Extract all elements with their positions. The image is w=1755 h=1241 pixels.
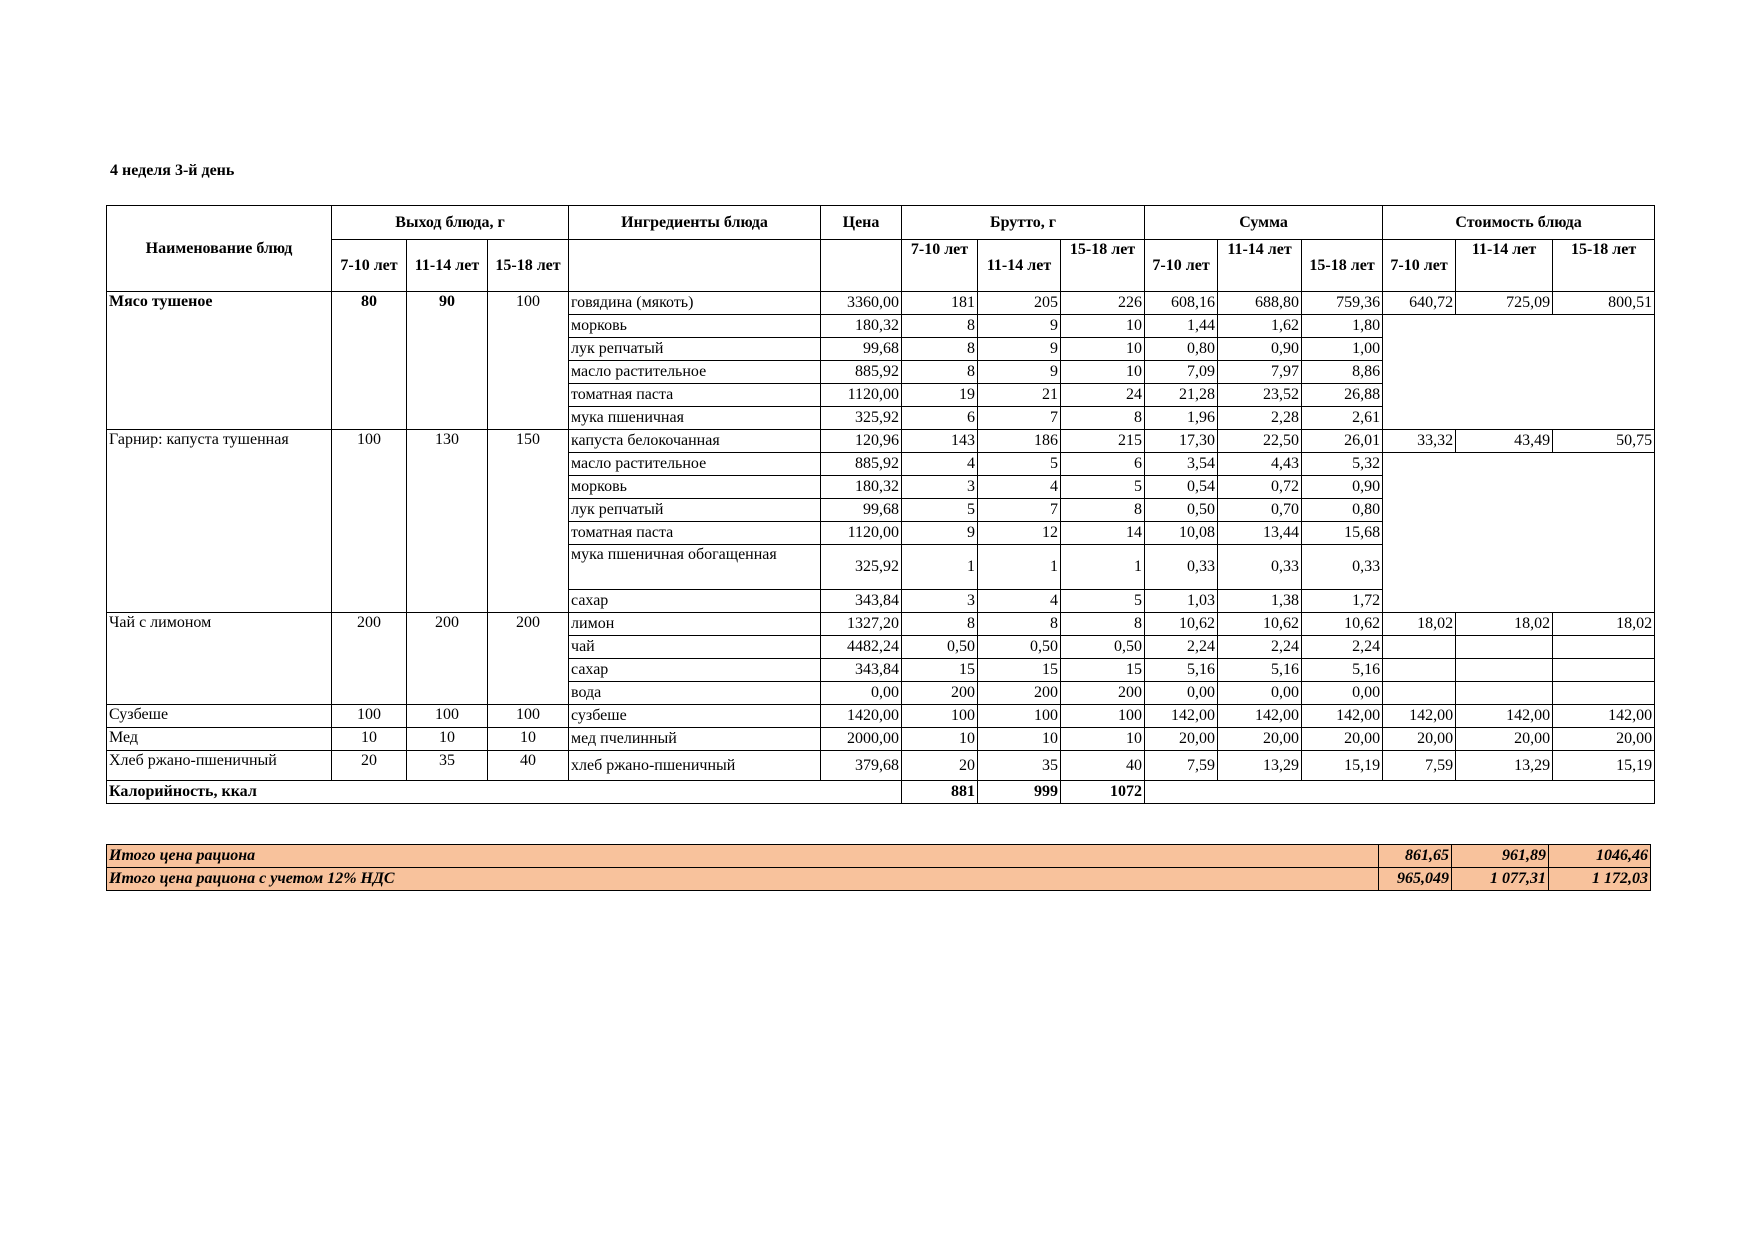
ingredient-price: 325,92 [821, 545, 902, 590]
ingredient-sum-b: 7,97 [1218, 361, 1302, 384]
ingredient-brutto-b: 9 [978, 315, 1061, 338]
ingredient-brutto-a: 5 [902, 499, 978, 522]
ingredient-brutto-a: 200 [902, 682, 978, 705]
header-dish-name: Наименование блюд [107, 206, 332, 292]
ingredient-price: 1120,00 [821, 384, 902, 407]
ingredient-sum-b: 1,38 [1218, 590, 1302, 613]
ingredient-brutto-b: 9 [978, 338, 1061, 361]
ingredient-name: сахар [569, 590, 821, 613]
ingredient-brutto-c: 24 [1061, 384, 1145, 407]
ingredient-sum-c: 1,00 [1302, 338, 1383, 361]
ingredient-name: мед пчелинный [569, 728, 821, 751]
dish-cost-c: 142,00 [1553, 705, 1655, 728]
totals-label: Итого цена рациона с учетом 12% НДС [107, 868, 1379, 891]
header-cost-age-b: 11-14 лет [1456, 240, 1553, 292]
dish-cost-a: 20,00 [1383, 728, 1456, 751]
dish-yield-b: 35 [407, 751, 488, 781]
totals-value-c: 1046,46 [1549, 845, 1651, 868]
dish-cost-blank [1456, 407, 1553, 430]
ingredient-brutto-a: 0,50 [902, 636, 978, 659]
ingredient-brutto-c: 10 [1061, 728, 1145, 751]
dish-cost-blank [1553, 545, 1655, 590]
dish-cost-blank [1456, 522, 1553, 545]
calories-value-a: 881 [902, 781, 978, 804]
calories-label: Калорийность, ккал [107, 781, 902, 804]
ingredient-name: томатная паста [569, 522, 821, 545]
ingredient-name: масло растительное [569, 361, 821, 384]
header-yield-age-c: 15-18 лет [488, 240, 569, 292]
calories-blank [1145, 781, 1655, 804]
ingredient-brutto-b: 10 [978, 728, 1061, 751]
ingredient-brutto-a: 9 [902, 522, 978, 545]
dish-cost-blank [1383, 338, 1456, 361]
ingredient-brutto-b: 7 [978, 407, 1061, 430]
ingredient-sum-a: 1,44 [1145, 315, 1218, 338]
ingredient-brutto-b: 1 [978, 545, 1061, 590]
ingredient-sum-b: 142,00 [1218, 705, 1302, 728]
ingredient-sum-a: 10,62 [1145, 613, 1218, 636]
dish-yield-c: 200 [488, 613, 569, 705]
ingredient-brutto-a: 8 [902, 315, 978, 338]
dish-cost-blank [1553, 338, 1655, 361]
ingredient-sum-a: 21,28 [1145, 384, 1218, 407]
header-yield-age-a: 7-10 лет [332, 240, 407, 292]
ingredient-price: 325,92 [821, 407, 902, 430]
ingredient-brutto-b: 0,50 [978, 636, 1061, 659]
ingredient-sum-a: 7,59 [1145, 751, 1218, 781]
totals-value-b: 961,89 [1452, 845, 1549, 868]
ingredient-sum-a: 20,00 [1145, 728, 1218, 751]
totals-value-a: 861,65 [1379, 845, 1452, 868]
dish-cost-b: 13,29 [1456, 751, 1553, 781]
dish-cost-blank [1456, 659, 1553, 682]
dish-cost-blank [1383, 384, 1456, 407]
ingredient-sum-a: 17,30 [1145, 430, 1218, 453]
ingredient-price: 379,68 [821, 751, 902, 781]
ingredient-brutto-a: 143 [902, 430, 978, 453]
ingredient-sum-b: 5,16 [1218, 659, 1302, 682]
dish-yield-a: 100 [332, 430, 407, 613]
ingredient-brutto-a: 10 [902, 728, 978, 751]
ingredient-sum-b: 2,24 [1218, 636, 1302, 659]
ingredient-price: 3360,00 [821, 292, 902, 315]
ingredient-brutto-c: 10 [1061, 361, 1145, 384]
ingredient-brutto-a: 19 [902, 384, 978, 407]
ingredient-name: морковь [569, 315, 821, 338]
ingredient-sum-b: 0,70 [1218, 499, 1302, 522]
dish-cost-blank [1383, 659, 1456, 682]
dish-cost-blank [1553, 522, 1655, 545]
dish-cost-blank [1383, 499, 1456, 522]
ingredient-sum-a: 10,08 [1145, 522, 1218, 545]
ingredient-brutto-c: 8 [1061, 499, 1145, 522]
ingredient-sum-a: 0,33 [1145, 545, 1218, 590]
ingredient-sum-c: 20,00 [1302, 728, 1383, 751]
ingredient-sum-c: 0,80 [1302, 499, 1383, 522]
dish-cost-blank [1553, 682, 1655, 705]
header-row-2 [107, 240, 1655, 292]
ingredient-sum-b: 688,80 [1218, 292, 1302, 315]
ingredient-name: томатная паста [569, 384, 821, 407]
ingredient-sum-c: 15,68 [1302, 522, 1383, 545]
table-row [107, 705, 1655, 728]
ingredient-sum-a: 608,16 [1145, 292, 1218, 315]
dish-name: Чай с лимоном [107, 613, 332, 705]
totals-table [106, 844, 1651, 891]
dish-cost-blank [1553, 453, 1655, 476]
ingredient-price: 120,96 [821, 430, 902, 453]
dish-cost-b: 43,49 [1456, 430, 1553, 453]
ingredient-sum-c: 5,32 [1302, 453, 1383, 476]
ingredient-brutto-c: 226 [1061, 292, 1145, 315]
dish-yield-b: 130 [407, 430, 488, 613]
totals-row [107, 868, 1651, 891]
dish-yield-a: 20 [332, 751, 407, 781]
ingredient-brutto-b: 35 [978, 751, 1061, 781]
dish-cost-b: 20,00 [1456, 728, 1553, 751]
ingredient-name: капуста белокочанная [569, 430, 821, 453]
dish-cost-blank [1383, 361, 1456, 384]
ingredient-sum-a: 2,24 [1145, 636, 1218, 659]
dish-cost-blank [1456, 476, 1553, 499]
ingredient-sum-c: 1,72 [1302, 590, 1383, 613]
ingredient-sum-a: 0,54 [1145, 476, 1218, 499]
ingredient-sum-b: 2,28 [1218, 407, 1302, 430]
ingredient-brutto-c: 8 [1061, 613, 1145, 636]
ingredient-sum-b: 20,00 [1218, 728, 1302, 751]
ingredient-price: 180,32 [821, 476, 902, 499]
ingredient-sum-a: 7,09 [1145, 361, 1218, 384]
menu-table [106, 205, 1655, 804]
ingredient-price: 343,84 [821, 590, 902, 613]
ingredient-name: говядина (мякоть) [569, 292, 821, 315]
dish-cost-b: 725,09 [1456, 292, 1553, 315]
ingredient-brutto-b: 5 [978, 453, 1061, 476]
dish-cost-blank [1383, 636, 1456, 659]
ingredient-brutto-a: 8 [902, 338, 978, 361]
header-yield: Выход блюда, г [332, 206, 569, 240]
header-price: Цена [821, 206, 902, 240]
dish-cost-blank [1553, 315, 1655, 338]
dish-yield-c: 100 [488, 292, 569, 430]
ingredient-sum-a: 5,16 [1145, 659, 1218, 682]
dish-cost-blank [1456, 315, 1553, 338]
dish-name: Гарнир: капуста тушенная [107, 430, 332, 613]
dish-cost-blank [1553, 590, 1655, 613]
dish-cost-blank [1383, 407, 1456, 430]
header-yield-age-b: 11-14 лет [407, 240, 488, 292]
dish-yield-a: 100 [332, 705, 407, 728]
dish-cost-blank [1383, 545, 1456, 590]
totals-value-a: 965,049 [1379, 868, 1452, 891]
ingredient-sum-c: 26,01 [1302, 430, 1383, 453]
dish-cost-blank [1383, 522, 1456, 545]
ingredient-brutto-b: 186 [978, 430, 1061, 453]
dish-cost-blank [1456, 682, 1553, 705]
ingredient-brutto-c: 8 [1061, 407, 1145, 430]
ingredient-brutto-b: 8 [978, 613, 1061, 636]
dish-cost-blank [1456, 545, 1553, 590]
dish-yield-b: 90 [407, 292, 488, 430]
dish-cost-blank [1553, 407, 1655, 430]
ingredient-sum-b: 13,44 [1218, 522, 1302, 545]
header-row-1 [107, 206, 1655, 240]
ingredient-sum-c: 8,86 [1302, 361, 1383, 384]
ingredient-sum-c: 142,00 [1302, 705, 1383, 728]
ingredient-price: 180,32 [821, 315, 902, 338]
ingredient-sum-b: 0,90 [1218, 338, 1302, 361]
dish-cost-blank [1383, 453, 1456, 476]
header-sum-age-c: 15-18 лет [1302, 240, 1383, 292]
ingredient-brutto-a: 4 [902, 453, 978, 476]
ingredient-brutto-b: 4 [978, 476, 1061, 499]
ingredient-name: мука пшеничная [569, 407, 821, 430]
ingredient-brutto-a: 8 [902, 613, 978, 636]
ingredient-sum-a: 1,96 [1145, 407, 1218, 430]
dish-yield-b: 100 [407, 705, 488, 728]
ingredient-sum-b: 0,00 [1218, 682, 1302, 705]
dish-cost-blank [1553, 636, 1655, 659]
dish-cost-blank [1553, 361, 1655, 384]
dish-cost-blank [1383, 476, 1456, 499]
dish-cost-blank [1456, 636, 1553, 659]
ingredient-brutto-a: 6 [902, 407, 978, 430]
ingredient-sum-b: 4,43 [1218, 453, 1302, 476]
dish-yield-b: 200 [407, 613, 488, 705]
ingredient-name: морковь [569, 476, 821, 499]
dish-name: Сузбеше [107, 705, 332, 728]
ingredient-brutto-c: 200 [1061, 682, 1145, 705]
ingredient-brutto-a: 181 [902, 292, 978, 315]
dish-name: Хлеб ржано-пшеничный [107, 751, 332, 781]
header-cost: Стоимость блюда [1383, 206, 1655, 240]
table-row [107, 613, 1655, 636]
ingredient-brutto-c: 15 [1061, 659, 1145, 682]
ingredient-brutto-a: 3 [902, 476, 978, 499]
ingredient-name: хлеб ржано-пшеничный [569, 751, 821, 781]
ingredient-price: 0,00 [821, 682, 902, 705]
ingredient-brutto-b: 7 [978, 499, 1061, 522]
header-cost-age-a: 7-10 лет [1383, 240, 1456, 292]
ingredient-sum-b: 10,62 [1218, 613, 1302, 636]
header-brutto-age-c: 15-18 лет [1061, 240, 1145, 292]
dish-cost-b: 142,00 [1456, 705, 1553, 728]
table-row [107, 430, 1655, 453]
ingredient-price: 99,68 [821, 338, 902, 361]
dish-cost-c: 15,19 [1553, 751, 1655, 781]
dish-cost-blank [1553, 384, 1655, 407]
dish-cost-c: 50,75 [1553, 430, 1655, 453]
ingredient-name: лук репчатый [569, 499, 821, 522]
dish-yield-a: 200 [332, 613, 407, 705]
ingredient-sum-a: 0,00 [1145, 682, 1218, 705]
ingredient-price: 885,92 [821, 361, 902, 384]
header-brutto-age-a: 7-10 лет [902, 240, 978, 292]
dish-yield-c: 100 [488, 705, 569, 728]
ingredient-sum-c: 10,62 [1302, 613, 1383, 636]
ingredient-sum-a: 1,03 [1145, 590, 1218, 613]
ingredient-brutto-c: 10 [1061, 338, 1145, 361]
ingredient-brutto-b: 200 [978, 682, 1061, 705]
dish-cost-blank [1383, 590, 1456, 613]
header-sum-age-b: 11-14 лет [1218, 240, 1302, 292]
ingredient-price: 2000,00 [821, 728, 902, 751]
ingredient-sum-c: 1,80 [1302, 315, 1383, 338]
ingredient-name: масло растительное [569, 453, 821, 476]
dish-yield-a: 10 [332, 728, 407, 751]
totals-label: Итого цена рациона [107, 845, 1379, 868]
ingredient-sum-c: 0,33 [1302, 545, 1383, 590]
table-row [107, 292, 1655, 315]
table-row [107, 728, 1655, 751]
ingredient-brutto-b: 9 [978, 361, 1061, 384]
calories-value-c: 1072 [1061, 781, 1145, 804]
dish-cost-c: 800,51 [1553, 292, 1655, 315]
calories-row [107, 781, 1655, 804]
ingredient-brutto-a: 15 [902, 659, 978, 682]
ingredient-brutto-c: 5 [1061, 476, 1145, 499]
ingredient-sum-a: 0,50 [1145, 499, 1218, 522]
ingredient-brutto-b: 21 [978, 384, 1061, 407]
header-ingredients-blank [569, 240, 821, 292]
ingredient-sum-b: 13,29 [1218, 751, 1302, 781]
ingredient-sum-c: 5,16 [1302, 659, 1383, 682]
dish-cost-blank [1553, 659, 1655, 682]
ingredient-price: 4482,24 [821, 636, 902, 659]
ingredient-name: вода [569, 682, 821, 705]
ingredient-brutto-b: 12 [978, 522, 1061, 545]
ingredient-price: 1120,00 [821, 522, 902, 545]
dish-cost-a: 142,00 [1383, 705, 1456, 728]
ingredient-brutto-c: 0,50 [1061, 636, 1145, 659]
ingredient-sum-b: 22,50 [1218, 430, 1302, 453]
ingredient-sum-c: 759,36 [1302, 292, 1383, 315]
ingredient-sum-b: 1,62 [1218, 315, 1302, 338]
header-cost-age-c: 15-18 лет [1553, 240, 1655, 292]
ingredient-sum-c: 15,19 [1302, 751, 1383, 781]
ingredient-sum-a: 142,00 [1145, 705, 1218, 728]
ingredient-price: 1327,20 [821, 613, 902, 636]
dish-yield-c: 40 [488, 751, 569, 781]
dish-cost-a: 18,02 [1383, 613, 1456, 636]
ingredient-name: лук репчатый [569, 338, 821, 361]
dish-cost-blank [1456, 361, 1553, 384]
totals-value-c: 1 172,03 [1549, 868, 1651, 891]
page-title: 4 неделя 3-й день [110, 162, 235, 179]
ingredient-name: сахар [569, 659, 821, 682]
ingredient-brutto-b: 4 [978, 590, 1061, 613]
ingredient-brutto-c: 14 [1061, 522, 1145, 545]
ingredient-brutto-a: 100 [902, 705, 978, 728]
ingredient-sum-b: 0,72 [1218, 476, 1302, 499]
dish-cost-blank [1383, 682, 1456, 705]
ingredient-name: мука пшеничная обогащенная [569, 545, 821, 590]
ingredient-sum-c: 2,61 [1302, 407, 1383, 430]
ingredient-name: чай [569, 636, 821, 659]
dish-cost-b: 18,02 [1456, 613, 1553, 636]
dish-cost-blank [1456, 384, 1553, 407]
dish-yield-c: 150 [488, 430, 569, 613]
ingredient-sum-a: 0,80 [1145, 338, 1218, 361]
dish-cost-blank [1456, 590, 1553, 613]
ingredient-price: 885,92 [821, 453, 902, 476]
ingredient-sum-c: 2,24 [1302, 636, 1383, 659]
ingredient-sum-b: 23,52 [1218, 384, 1302, 407]
ingredient-price: 99,68 [821, 499, 902, 522]
dish-cost-a: 33,32 [1383, 430, 1456, 453]
ingredient-brutto-c: 40 [1061, 751, 1145, 781]
totals-value-b: 1 077,31 [1452, 868, 1549, 891]
header-brutto-age-b: 11-14 лет [978, 240, 1061, 292]
ingredient-sum-b: 0,33 [1218, 545, 1302, 590]
ingredient-name: сузбеше [569, 705, 821, 728]
ingredient-brutto-c: 6 [1061, 453, 1145, 476]
ingredient-brutto-a: 8 [902, 361, 978, 384]
ingredient-brutto-a: 3 [902, 590, 978, 613]
dish-cost-c: 18,02 [1553, 613, 1655, 636]
ingredient-name: лимон [569, 613, 821, 636]
ingredient-sum-c: 0,00 [1302, 682, 1383, 705]
ingredient-brutto-c: 1 [1061, 545, 1145, 590]
dish-yield-a: 80 [332, 292, 407, 430]
ingredient-sum-c: 26,88 [1302, 384, 1383, 407]
calories-value-b: 999 [978, 781, 1061, 804]
header-sum: Сумма [1145, 206, 1383, 240]
ingredient-price: 1420,00 [821, 705, 902, 728]
totals-row [107, 845, 1651, 868]
dish-cost-blank [1553, 499, 1655, 522]
dish-cost-a: 7,59 [1383, 751, 1456, 781]
ingredient-brutto-b: 15 [978, 659, 1061, 682]
dish-cost-blank [1456, 499, 1553, 522]
dish-cost-a: 640,72 [1383, 292, 1456, 315]
ingredient-sum-a: 3,54 [1145, 453, 1218, 476]
dish-cost-c: 20,00 [1553, 728, 1655, 751]
ingredient-brutto-c: 100 [1061, 705, 1145, 728]
dish-name: Мясо тушеное [107, 292, 332, 430]
header-sum-age-a: 7-10 лет [1145, 240, 1218, 292]
header-ingredients: Ингредиенты блюда [569, 206, 821, 240]
dish-cost-blank [1553, 476, 1655, 499]
ingredient-brutto-a: 1 [902, 545, 978, 590]
ingredient-brutto-c: 215 [1061, 430, 1145, 453]
dish-name: Мед [107, 728, 332, 751]
dish-cost-blank [1456, 338, 1553, 361]
dish-cost-blank [1383, 315, 1456, 338]
ingredient-price: 343,84 [821, 659, 902, 682]
header-brutto: Брутто, г [902, 206, 1145, 240]
ingredient-brutto-b: 205 [978, 292, 1061, 315]
ingredient-brutto-b: 100 [978, 705, 1061, 728]
ingredient-brutto-c: 5 [1061, 590, 1145, 613]
ingredient-brutto-a: 20 [902, 751, 978, 781]
table-row [107, 751, 1655, 781]
dish-cost-blank [1456, 453, 1553, 476]
ingredient-sum-c: 0,90 [1302, 476, 1383, 499]
ingredient-brutto-c: 10 [1061, 315, 1145, 338]
dish-yield-c: 10 [488, 728, 569, 751]
header-price-blank [821, 240, 902, 292]
dish-yield-b: 10 [407, 728, 488, 751]
